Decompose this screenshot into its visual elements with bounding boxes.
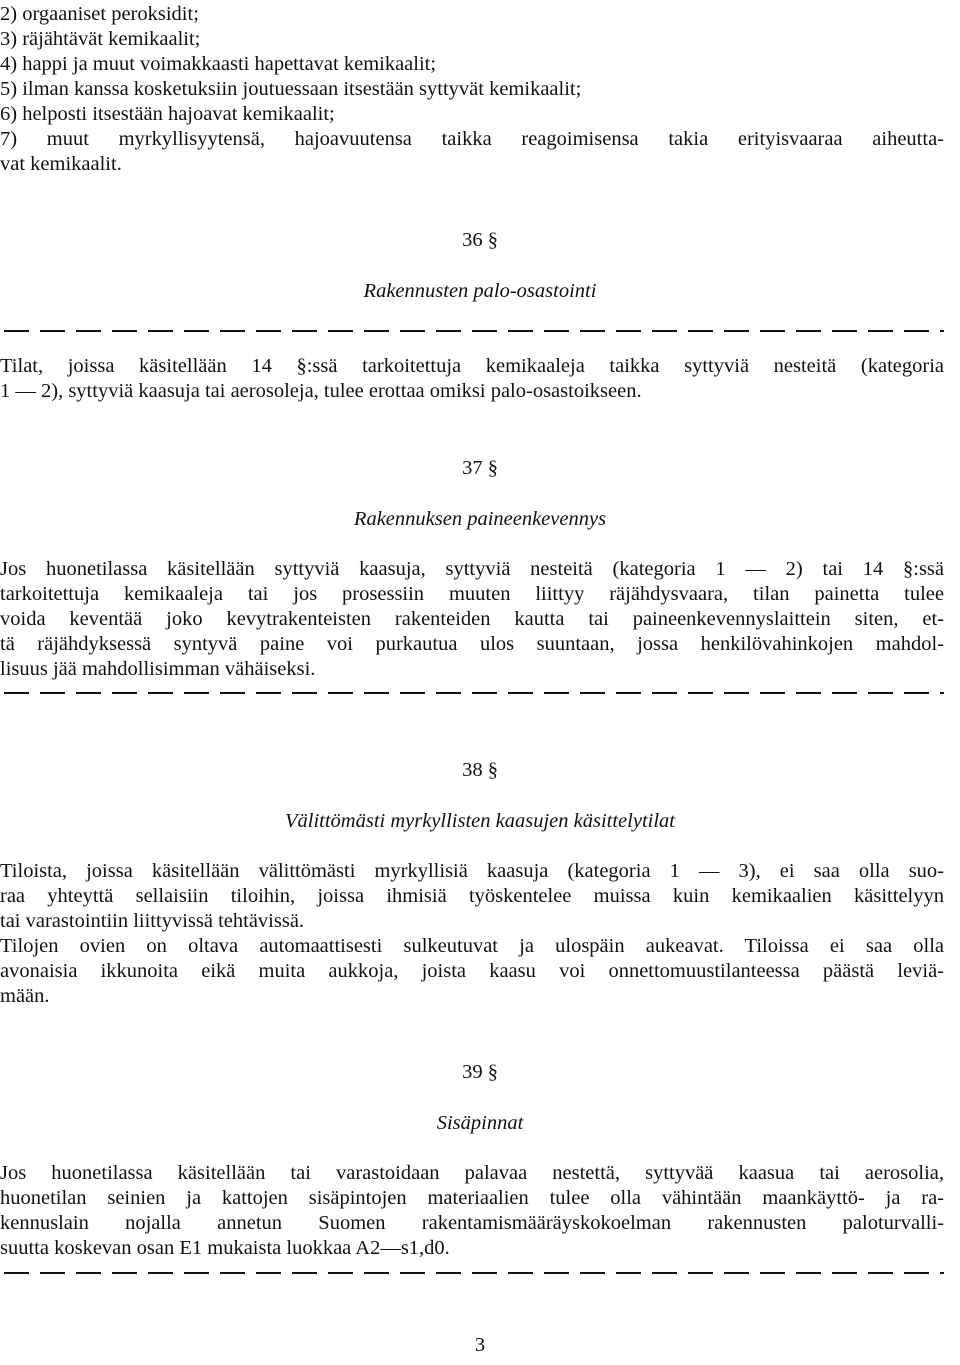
- paragraph-line: Tilat, joissa käsitellään 14 §:ssä tarkoitettuja kemikaaleja taikka syttyviä nesteitä (kategoria: [0, 355, 944, 377]
- list-item: vat kemikaalit.: [0, 153, 122, 175]
- paragraph-line: Jos huonetilassa käsitellään tai varastoidaan palavaa nestettä, syttyvää kaasua tai aerosolia,: [0, 1162, 944, 1184]
- paragraph-line: Jos huonetilassa käsitellään syttyviä kaasuja, syttyviä nesteitä (kategoria 1 — 2) tai 14 §:ssä: [0, 558, 944, 580]
- paragraph-line: raa yhteyttä sellaisiin tiloihin, joissa ihmisiä työskentelee muissa kuin kemikaalien käsittelyyn: [0, 885, 944, 907]
- section-number: 38 §: [462, 759, 498, 781]
- section-title: Välittömästi myrkyllisten kaasujen käsittelytilat: [284, 810, 675, 832]
- list-item: 7) muut myrkyllisyytensä, hajoavuutensa taikka reagoimisensa takia erityisvaaraa aiheutta-: [0, 128, 944, 150]
- dashed-separator: [4, 330, 944, 332]
- paragraph-line: Tiloista, joissa käsitellään välittömästi myrkyllisiä kaasuja (kategoria 1 — 3), ei saa olla suo-: [0, 860, 944, 882]
- paragraph-line: 1 — 2), syttyviä kaasuja tai aerosoleja, tulee erottaa omiksi palo-osastoikseen.: [0, 380, 642, 402]
- paragraph-line: Tilojen ovien on oltava automaattisesti sulkeutuvat ja ulospäin aukeavat. Tiloissa ei saa olla: [0, 935, 944, 957]
- list-item: 5) ilman kanssa kosketuksiin joutuessaan itsestään syttyvät kemikaalit;: [0, 78, 582, 100]
- paragraph-line: avonaisia ikkunoita eikä muita aukkoja, joista kaasu voi onnettomuustilanteessa päästä leviä-: [0, 960, 944, 982]
- paragraph-line: tai varastointiin liittyvissä tehtävissä.: [0, 910, 305, 932]
- paragraph-line: kennuslain nojalla annetun Suomen rakentamismääräyskokoelman rakennusten paloturvalli-: [0, 1212, 944, 1234]
- section-number: 36 §: [462, 229, 498, 251]
- list-item: 4) happi ja muut voimakkaasti hapettavat kemikaalit;: [0, 53, 437, 75]
- page-number: 3: [474, 1334, 486, 1356]
- section-title: Rakennusten palo-osastointi: [363, 280, 597, 302]
- dashed-separator: [4, 692, 944, 694]
- paragraph-line: huonetilan seinien ja kattojen sisäpintojen materiaalien tulee olla vähintään maankäyttö- ja ra-: [0, 1187, 944, 1209]
- section-number: 37 §: [462, 457, 498, 479]
- section-title: Sisäpinnat: [436, 1112, 524, 1134]
- list-item: 2) orgaaniset peroksidit;: [0, 3, 199, 25]
- section-title: Rakennuksen paineenkevennys: [353, 508, 607, 530]
- dashed-separator: [4, 1272, 944, 1274]
- paragraph-line: tä räjähdyksessä syntyvä paine voi purkautua ulos suuntaan, jossa henkilövahinkojen mahdol-: [0, 633, 944, 655]
- list-item: 6) helposti itsestään hajoavat kemikaalit;: [0, 103, 335, 125]
- paragraph-line: lisuus jää mahdollisimman vähäiseksi.: [0, 658, 316, 680]
- paragraph-line: mään.: [0, 985, 50, 1007]
- paragraph-line: tarkoitettuja kemikaaleja tai jos prosessiin muuten liittyy räjähdysvaara, tilan painetta tulee: [0, 583, 944, 605]
- list-item: 3) räjähtävät kemikaalit;: [0, 28, 201, 50]
- paragraph-line: suutta koskevan osan E1 mukaista luokkaa A2—s1,d0.: [0, 1237, 450, 1259]
- section-number: 39 §: [462, 1061, 498, 1083]
- paragraph-line: voida keventää joko kevytrakenteisten rakenteiden kautta tai paineenkevennyslaittein siten, et-: [0, 608, 944, 630]
